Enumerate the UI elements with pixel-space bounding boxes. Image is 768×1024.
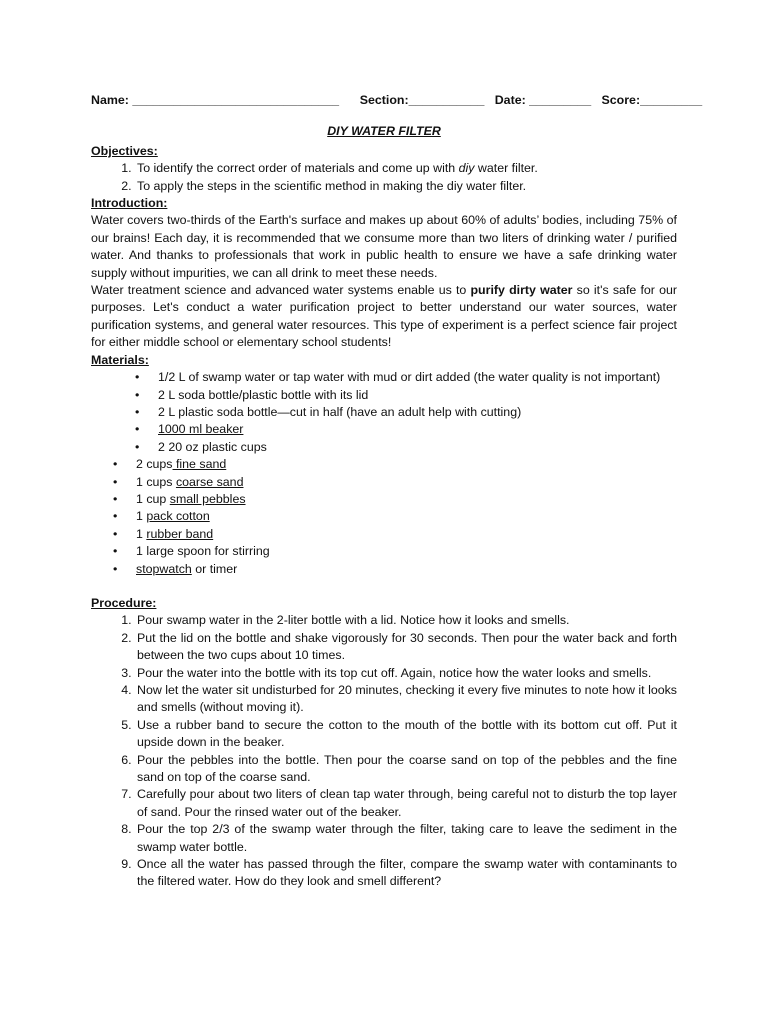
header-fields: [91, 92, 703, 109]
material-item: • 1 pack cotton: [91, 508, 677, 525]
score-field: Score:_________: [601, 93, 703, 107]
material-item: • 2 20 oz plastic cups: [91, 439, 677, 456]
procedure-step: 7. Carefully pour about two liters of clean tap water through, being careful not to disturb the top layer of sand. Pour the rinsed water out of the beaker.: [135, 786, 677, 821]
procedure-heading: Procedure:: [91, 595, 157, 610]
name-field: Name: ______________________________: [91, 93, 340, 107]
material-item: • stopwatch or timer: [91, 561, 677, 578]
procedure-step: 6. Pour the pebbles into the bottle. Then pour the coarse sand on top of the pebbles and the fine sand on top of the coarse sand.: [135, 752, 677, 787]
objective-item: 1. To identify the correct order of materials and come up with diy water filter.: [135, 160, 677, 177]
procedure-step: 9. Once all the water has passed through the filter, compare the swamp water with contaminants to the filtered water. How do they look and smell different?: [135, 856, 677, 891]
procedure-step: 5. Use a rubber band to secure the cotton to the mouth of the bottle with its bottom cut off. Put it upside down in the beaker.: [135, 717, 677, 752]
date-field: Date: _________: [494, 93, 592, 107]
worksheet-title: DIY WATER FILTER: [327, 124, 441, 139]
objectives-heading: Objectives:: [91, 143, 158, 158]
procedure-step: 2. Put the lid on the bottle and shake vigorously for 30 seconds. Then pour the water back and forth between the two cups about 10 times.: [135, 630, 677, 665]
materials-list-outer: [91, 456, 677, 578]
introduction-heading: Introduction:: [91, 196, 168, 211]
introduction-paragraph-2: Water treatment science and advanced water systems enable us to purify dirty water so it's safe for our purposes. Let's conduct a water purification project to better understand our water sources, water purification systems, and general water resources. This type of experiment is a perfect science fair project for either middle school or elementary school students!: [91, 283, 677, 350]
materials-list-inner: [91, 369, 677, 456]
material-item: • 1/2 L of swamp water or tap water with mud or dirt added (the water quality is not important): [91, 369, 677, 386]
procedure-step: 3. Pour the water into the bottle with its top cut off. Again, notice how the water looks and smells.: [135, 665, 677, 682]
material-item: • 2 cups fine sand: [91, 456, 677, 473]
objectives-list: [91, 160, 677, 195]
material-item: • 1 rubber band: [91, 526, 677, 543]
material-item: • 2 L plastic soda bottle—cut in half (have an adult help with cutting): [91, 404, 677, 421]
material-item: • 2 L soda bottle/plastic bottle with its lid: [91, 387, 677, 404]
worksheet-content: [91, 92, 703, 891]
materials-heading: Materials:: [91, 352, 149, 367]
material-item: • 1 cup small pebbles: [91, 491, 677, 508]
procedure-step: 8. Pour the top 2/3 of the swamp water through the filter, taking care to leave the sediment in the swamp water bottle.: [135, 821, 677, 856]
procedure-step: 1. Pour swamp water in the 2-liter bottle with a lid. Notice how it looks and smells.: [135, 612, 677, 629]
introduction-paragraph-1: Water covers two-thirds of the Earth's surface and makes up about 60% of adults’ bodies, including 75% of our brains! Each day, it is recommended that we consume more than two liters of drinking water / purified water. And thanks to professionals that work in public health to ensure we have a safe drinking water supply without impurities, we can all drink to meet these needs.: [91, 213, 677, 280]
material-item: • 1 large spoon for stirring: [91, 543, 677, 560]
material-item: • 1 cups coarse sand: [91, 474, 677, 491]
material-item: • 1000 ml beaker: [91, 421, 677, 438]
objective-item: 2. To apply the steps in the scientific method in making the diy water filter.: [135, 178, 677, 195]
section-field: Section:___________: [359, 93, 485, 107]
procedure-step: 4. Now let the water sit undisturbed for 20 minutes, checking it every five minutes to note how it looks and smells (without moving it).: [135, 682, 677, 717]
procedure-list: [91, 612, 677, 891]
